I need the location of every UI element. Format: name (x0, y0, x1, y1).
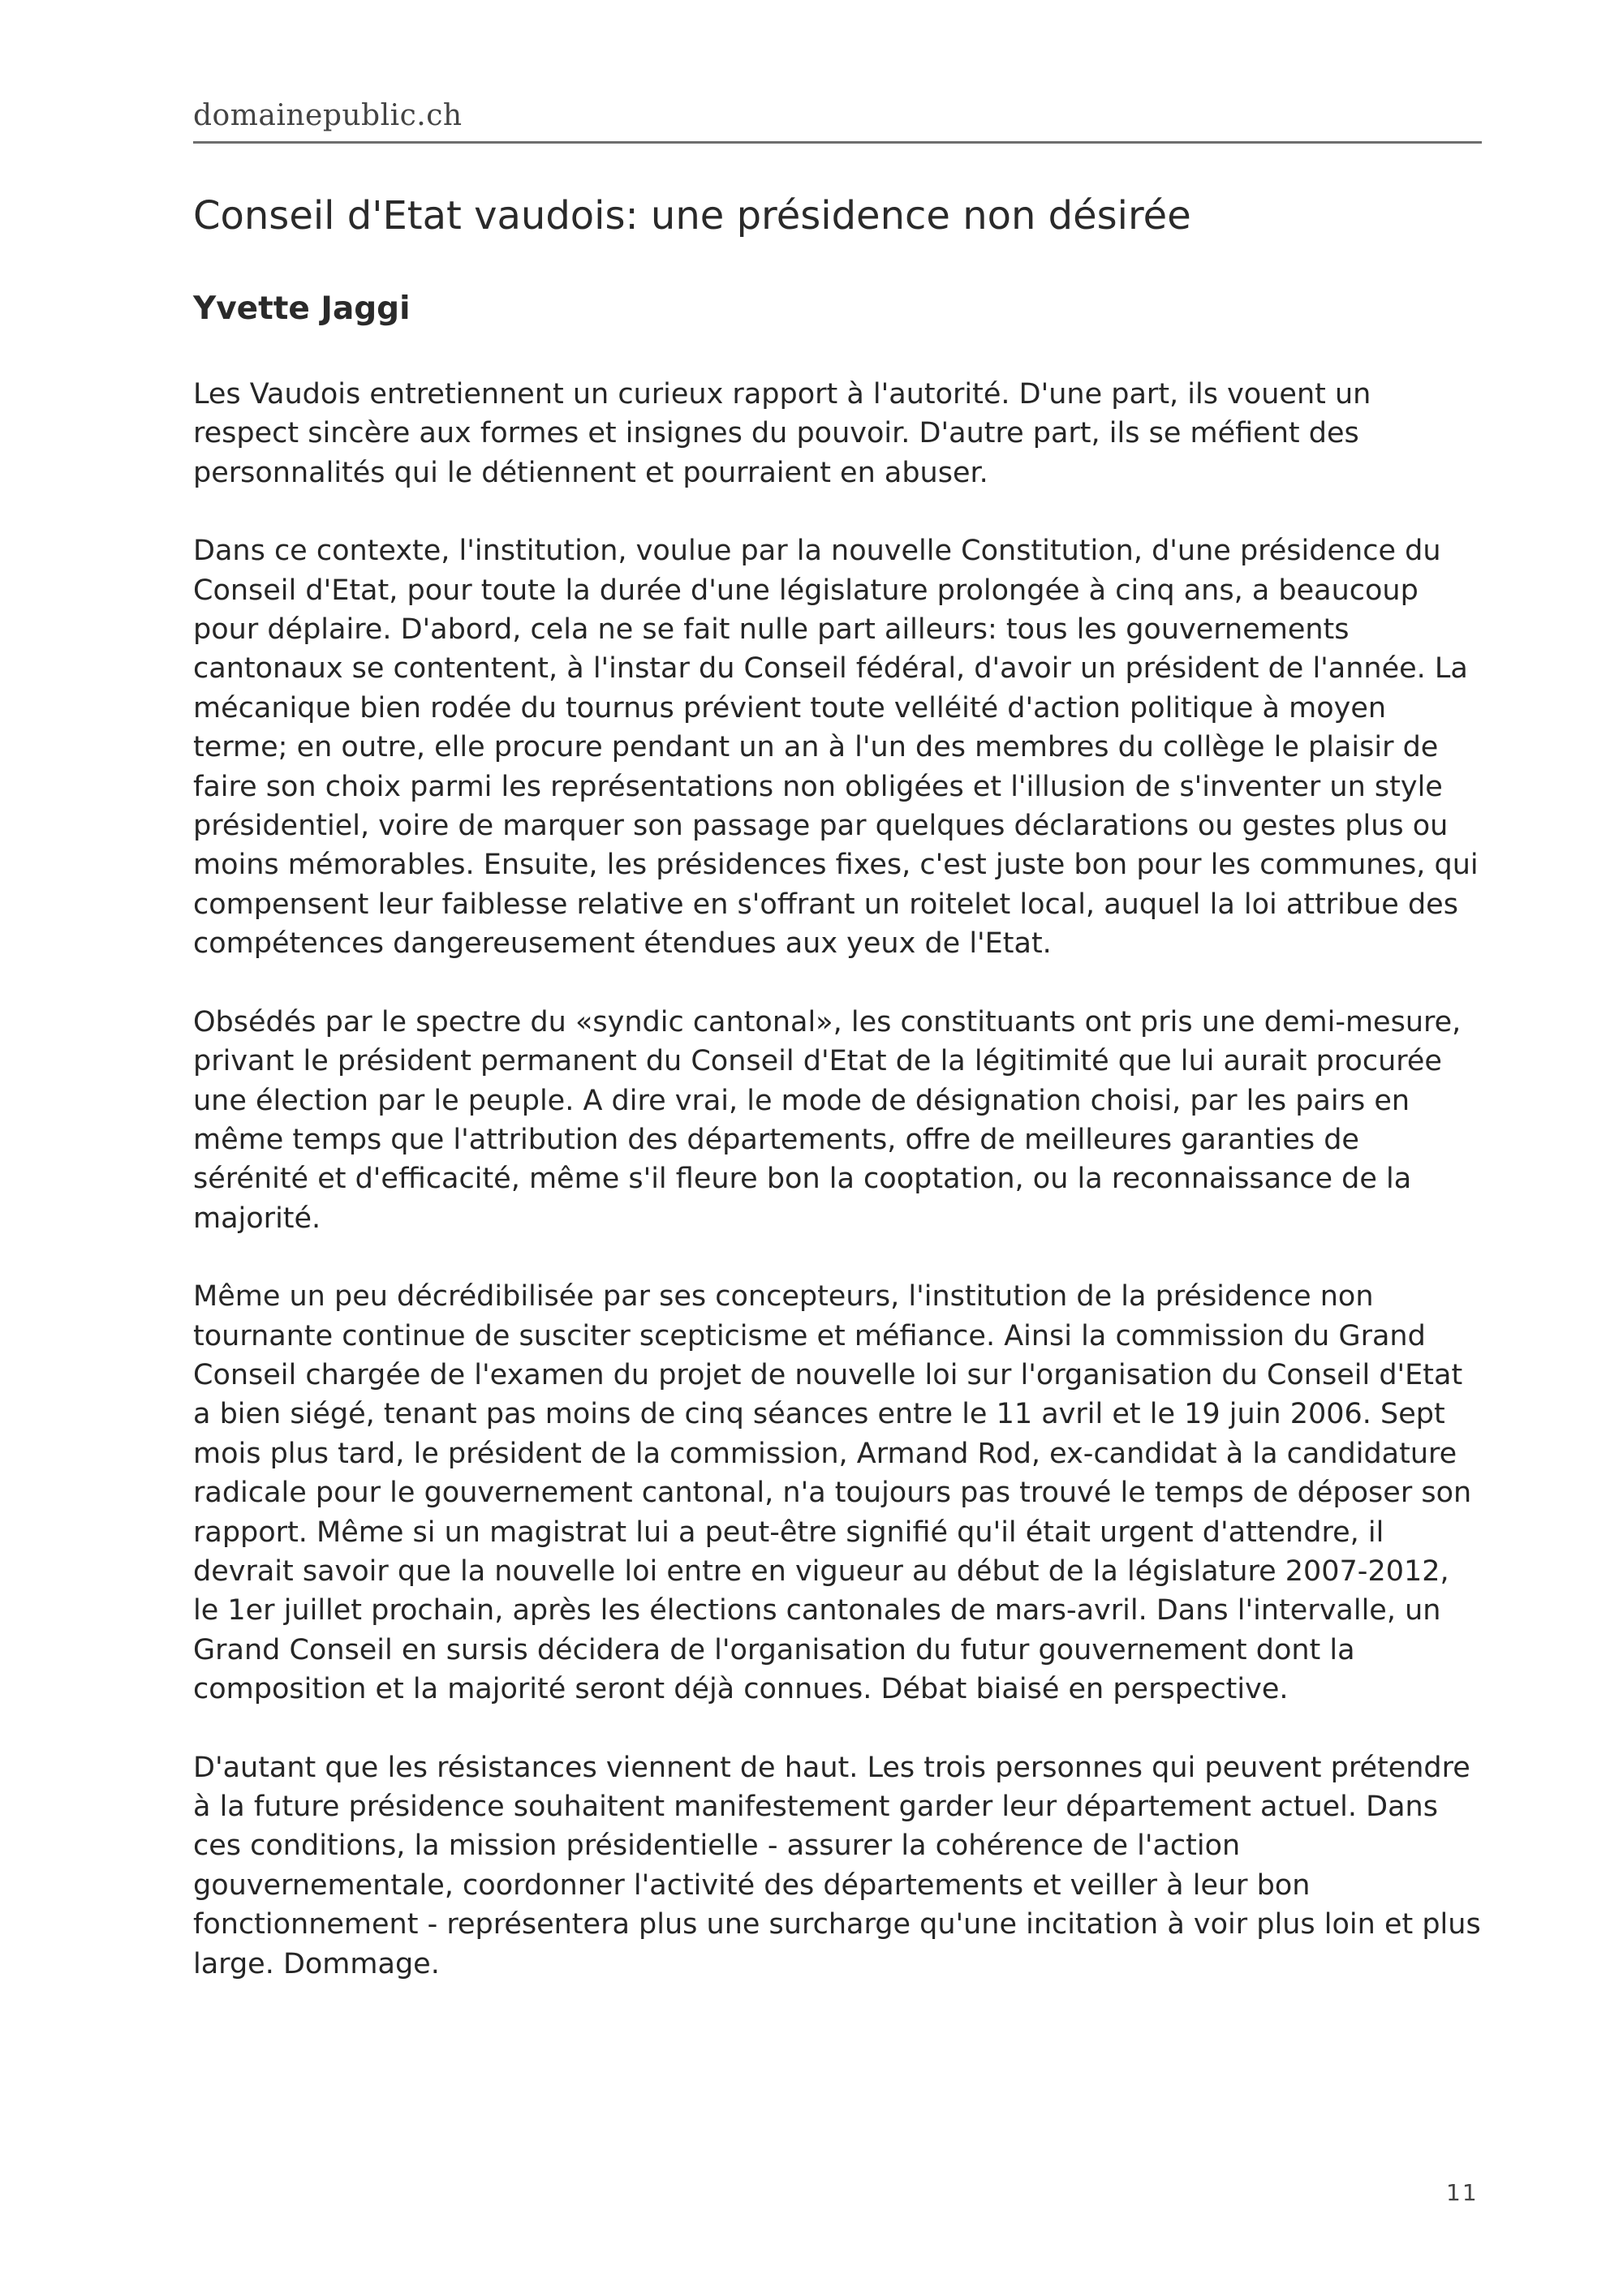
article-title: Conseil d'Etat vaudois: une présidence non désirée (193, 193, 1191, 239)
page-number: 11 (1446, 2179, 1479, 2206)
paragraph-3: Obsédés par le spectre du «syndic cantonal», les constituants ont pris une demi-mesure, privant le président permanent du Conseil d'Etat de la légitimité que lui aurait procurée une élection par le peuple. A dire vrai, le mode de désignation choisi, par les pairs en même temps que l'attribution des départements, offre de meilleures garanties de sérénité et d'efficacité, même s'il fleure bon la cooptation, ou la reconnaissance de la majorité. (193, 1005, 1462, 1235)
paragraph-4: Même un peu décrédibilisée par ses concepteurs, l'institution de la présidence non tournante continue de susciter scepticisme et méfiance. Ainsi la commission du Grand Conseil chargée de l'examen du projet de nouvelle loi sur l'organisation du Conseil d'Etat a bien siégé, tenant pas moins de cinq séances entre le 11 avril et le 19 juin 2006. Sept mois plus tard, le président de la commission, Armand Rod, ex-candidat à la candidature radicale pour le gouvernement cantonal, n'a toujours pas trouvé le temps de déposer son rapport. Même si un magistrat lui a peut-être signifié qu'il était urgent d'attendre, il devrait savoir que la nouvelle loi entre en vigueur au début de la législature 2007-2012, le 1er juillet prochain, après les élections cantonales de mars-avril. Dans l'intervalle, un Grand Conseil en sursis décidera de l'organisation du futur gouvernement dont la composition et la majorité seront déjà connues. Débat biaisé en perspective. (193, 1280, 1472, 1706)
article-author: Yvette Jaggi (193, 290, 411, 327)
paragraph-1: Les Vaudois entretiennent un curieux rapport à l'autorité. D'une part, ils vouent un respect sincère aux formes et insignes du pouvoir. D'autre part, ils se méfient des personnalités qui le détiennent et pourraient en abuser. (193, 378, 1371, 489)
article-body (193, 375, 1483, 2023)
paragraph-5: D'autant que les résistances viennent de haut. Les trois personnes qui peuvent prétendre à la future présidence souhaitent manifestement garder leur département actuel. Dans ces conditions, la mission présidentielle - assurer la cohérence de l'action gouvernementale, coordonner l'activité des départements et veiller à leur bon fonctionnement - représentera plus une surcharge qu'une incitation à voir plus loin et plus large. Dommage. (193, 1751, 1481, 1980)
site-name: domainepublic.ch (193, 99, 463, 132)
site-header (193, 96, 1482, 144)
paragraph-2: Dans ce contexte, l'institution, voulue par la nouvelle Constitution, d'une présidence du Conseil d'Etat, pour toute la durée d'une législature prolongée à cinq ans, a beaucoup pour déplaire. D'abord, cela ne se fait nulle part ailleurs: tous les gouvernements cantonaux se contentent, à l'instar du Conseil fédéral, d'avoir un président de l'année. La mécanique bien rodée du tournus prévient toute velléité d'action politique à moyen terme; en outre, elle procure pendant un an à l'un des membres du collège le plaisir de faire son choix parmi les représentations non obligées et l'illusion de s'inventer un style présidentiel, voire de marquer son passage par quelques déclarations ou gestes plus ou moins mémorables. Ensuite, les présidences fixes, c'est juste bon pour les communes, qui compensent leur faiblesse relative en s'offrant un roitelet local, auquel la loi attribue des compétences dangereusement étendues aux yeux de l'Etat. (193, 535, 1479, 961)
